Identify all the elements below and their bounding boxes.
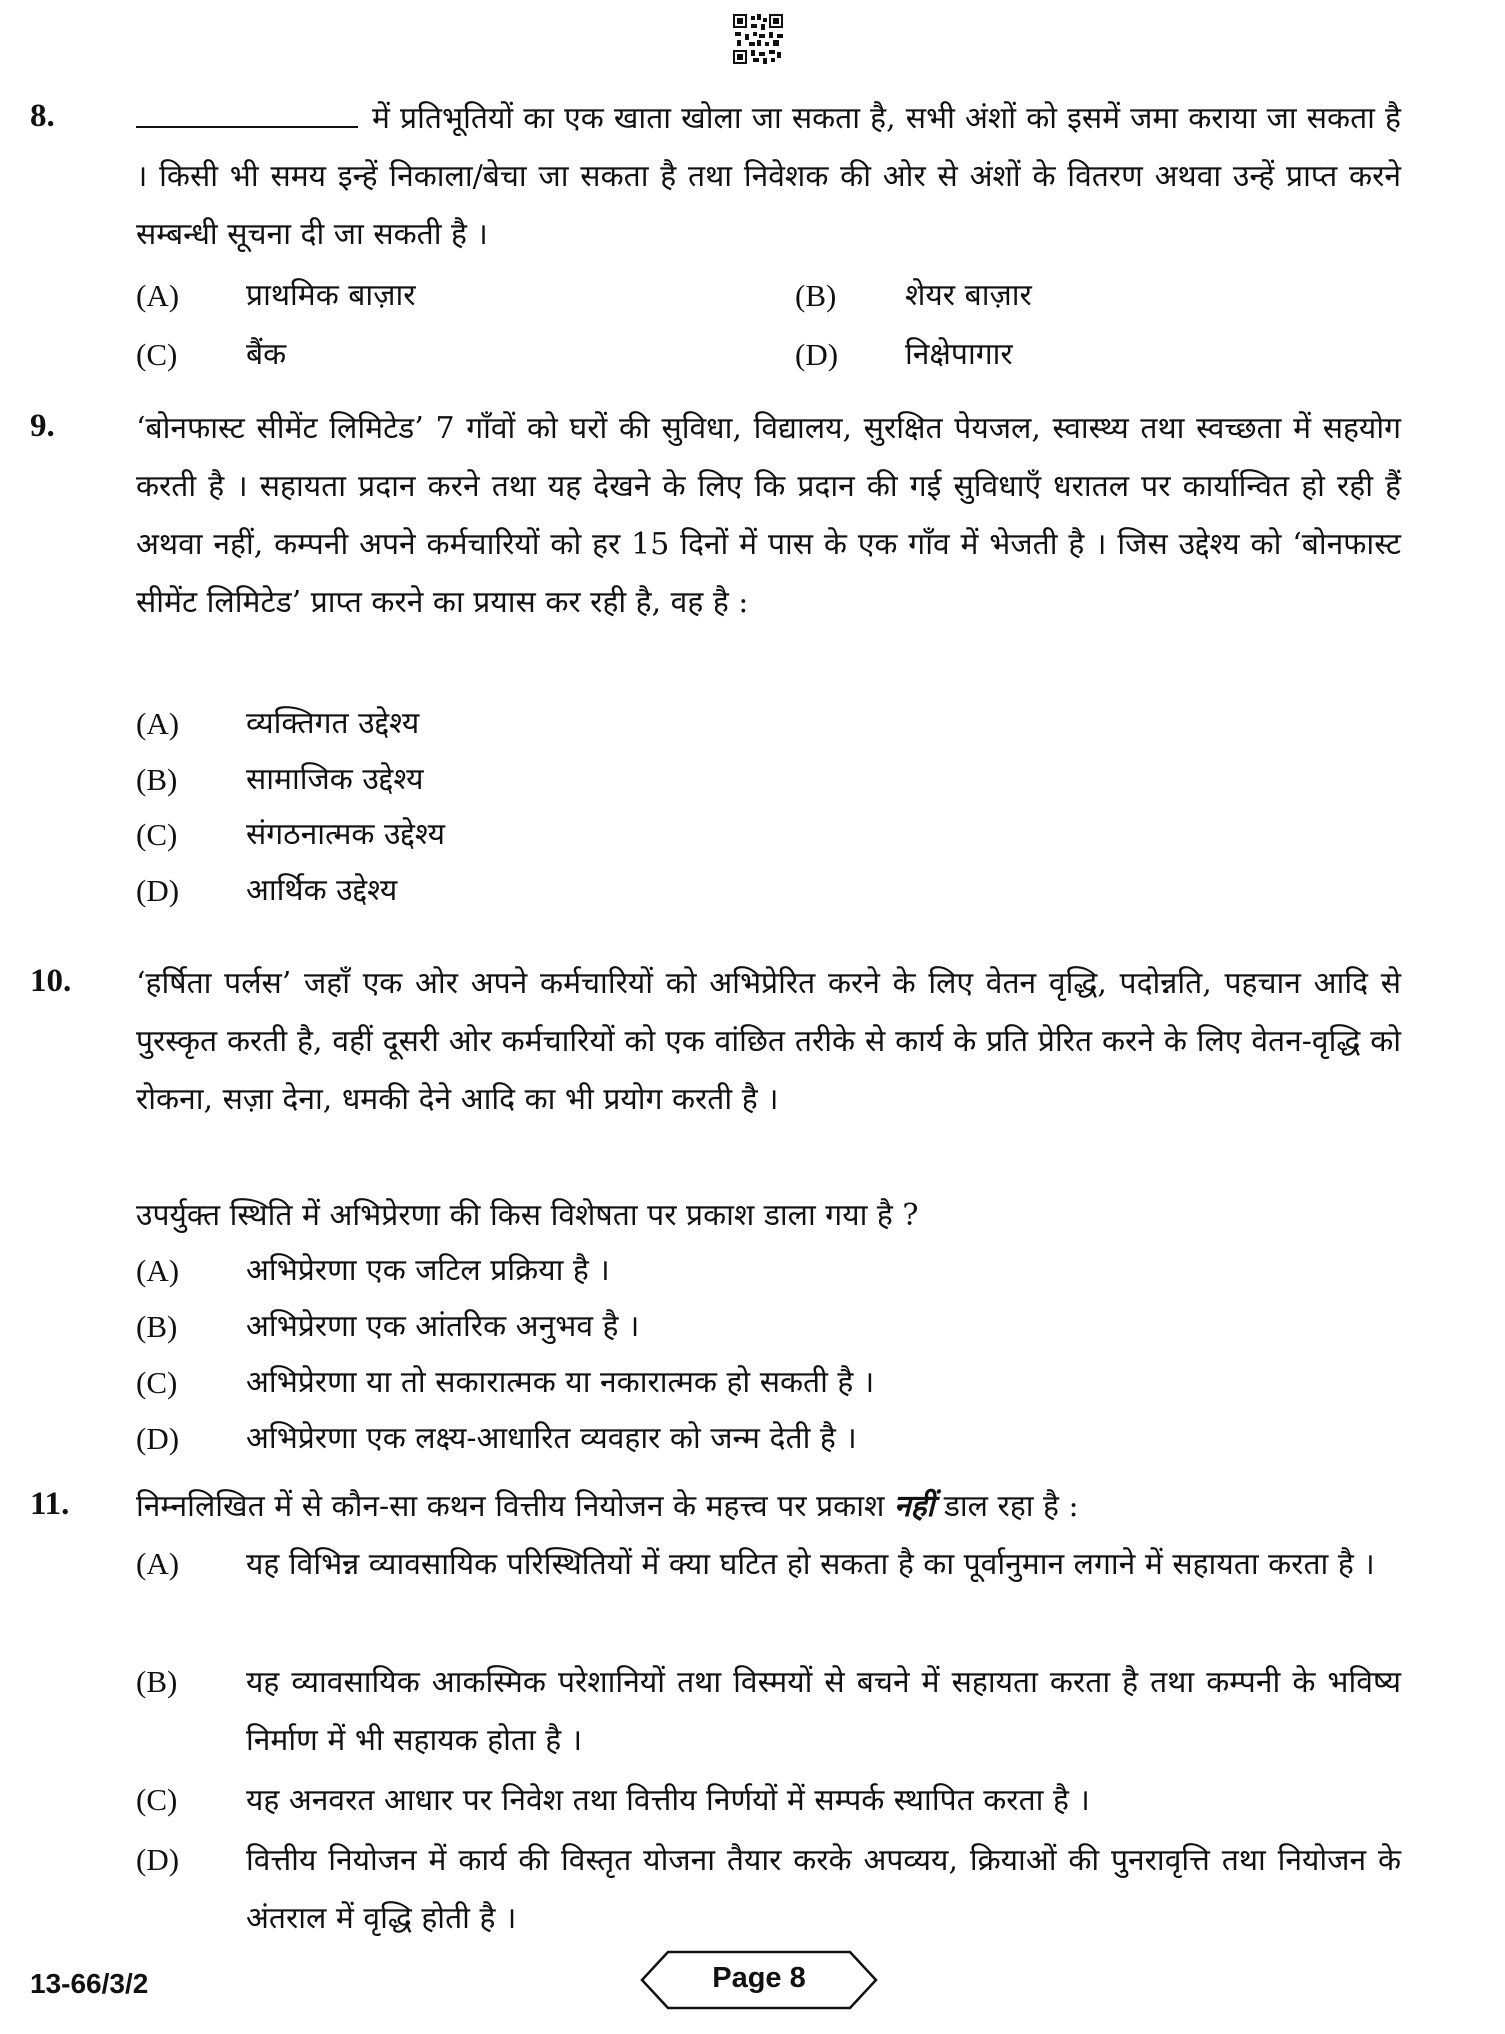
option-label: (D) — [136, 1421, 180, 1456]
option-text: संगठनात्मक उद्देश्य — [246, 817, 446, 852]
option-text: अभिप्रेरणा एक जटिल प्रक्रिया है । — [246, 1253, 610, 1288]
option-text: आर्थिक उद्देश्य — [246, 873, 398, 908]
option-text: निक्षेपागार — [905, 337, 1013, 372]
option-text: यह अनवरत आधार पर निवेश तथा वित्तीय निर्णयों में सम्पर्क स्थापित करता है । — [246, 1783, 1090, 1818]
option-label: (C) — [136, 337, 178, 372]
question-stem-text: डाल रहा है : — [943, 1489, 1079, 1524]
emphasis-word: नहीं — [893, 1489, 935, 1524]
paper-code: 13-66/3/2 — [30, 1968, 149, 1999]
question-stem: ‘हर्षिता पर्लस’ जहाँ एक ओर अपने कर्मचारियों को अभिप्रेरित करने के लिए वेतन वृद्धि, पदोन्नति, पहचान आदि से पुरस्कृत करती है, वहीं दूसरी ओर कर्मचारियों को एक वांछित तरीके से कार्य के प्रति प्रेरित करने के लिए वेतन-वृद्धि को रोकना, सज़ा देना, धमकी देने आदि का भी प्रयोग करती है । — [136, 966, 1401, 1117]
question-number: 10. — [30, 963, 72, 999]
option-label: (A) — [136, 1253, 180, 1288]
option-text: यह व्यावसायिक आकस्मिक परेशानियों तथा विस्मयों से बचने में सहायता करता है तथा कम्पनी के भविष्य निर्माण में भी सहायक होता है । — [246, 1665, 1401, 1758]
option-text: शेयर बाज़ार — [905, 278, 1032, 313]
option-text: अभिप्रेरणा एक लक्ष्य-आधारित व्यवहार को जन्म देती है । — [246, 1421, 857, 1456]
page-number-badge — [640, 1950, 878, 2010]
qr-code-icon — [731, 12, 785, 66]
option-text: यह विभिन्न व्यावसायिक परिस्थितियों में क्या घटित हो सकता है का पूर्वानुमान लगाने में सहायता करता है । — [246, 1547, 1375, 1582]
option-label: (C) — [136, 817, 178, 852]
question-number: 8. — [30, 98, 55, 134]
question-prompt: उपर्युक्त स्थिति में अभिप्रेरणा की किस विशेषता पर प्रकाश डाला गया है ? — [136, 1198, 919, 1233]
option-label: (B) — [136, 1309, 178, 1344]
option-label: (A) — [136, 1546, 180, 1581]
option-label: (D) — [136, 1842, 180, 1877]
option-label: (C) — [136, 1782, 178, 1817]
option-label: (D) — [136, 873, 180, 908]
option-text: प्राथमिक बाज़ार — [246, 278, 416, 313]
page-number: Page 8 — [712, 1962, 806, 1994]
option-label: (B) — [136, 762, 178, 797]
question-number: 9. — [30, 408, 55, 444]
option-label: (B) — [136, 1664, 178, 1699]
option-text: वित्तीय नियोजन में कार्य की विस्तृत योजना तैयार करके अपव्यय, क्रियाओं की पुनरावृत्ति तथा नियोजन के अंतराल में वृद्धि होती है । — [246, 1843, 1401, 1936]
option-text: बैंक — [246, 337, 287, 372]
question-stem — [136, 1478, 1401, 1536]
question-stem: ‘बोनफास्ट सीमेंट लिमिटेड’ 7 गाँवों को घरों की सुविधा, विद्यालय, सुरक्षित पेयजल, स्वास्थ्य तथा स्वच्छता में सहयोग करती है । सहायता प्रदान करने तथा यह देखने के लिए कि प्रदान की गई सुविधाएँ धरातल पर कार्यान्वित हो रही हैं अथवा नहीं, कम्पनी अपने कर्मचारियों को हर 15 दिनों में पास के एक गाँव में भेजती है । जिस उद्देश्य को ‘बोनफास्ट सीमेंट लिमिटेड’ प्राप्त करने का प्रयास कर रही है, वह है : — [136, 411, 1401, 620]
option-label: (A) — [136, 706, 180, 741]
question-stem — [136, 90, 1401, 264]
option-label: (A) — [136, 278, 180, 313]
option-label: (B) — [795, 278, 837, 313]
answer-blank — [136, 96, 358, 128]
option-label: (D) — [795, 337, 839, 372]
option-text: व्यक्तिगत उद्देश्य — [246, 706, 420, 741]
question-stem-text: में प्रतिभूतियों का एक खाता खोला जा सकता है, सभी अंशों को इसमें जमा कराया जा सकता है । किसी भी समय इन्हें निकाला/बेचा जा सकता है तथा निवेशक की ओर से अंशों के वितरण अथवा उन्हें प्राप्त करने सम्बन्धी सूचना दी जा सकती है । — [136, 101, 1401, 252]
question-number: 11. — [30, 1486, 70, 1522]
question-stem-text: निम्नलिखित में से कौन-सा कथन वित्तीय नियोजन के महत्त्व पर प्रकाश — [136, 1489, 885, 1524]
option-text: अभिप्रेरणा या तो सकारात्मक या नकारात्मक हो सकती है । — [246, 1365, 875, 1400]
option-text: अभिप्रेरणा एक आंतरिक अनुभव है । — [246, 1309, 640, 1344]
option-label: (C) — [136, 1365, 178, 1400]
option-text: सामाजिक उद्देश्य — [246, 762, 424, 797]
